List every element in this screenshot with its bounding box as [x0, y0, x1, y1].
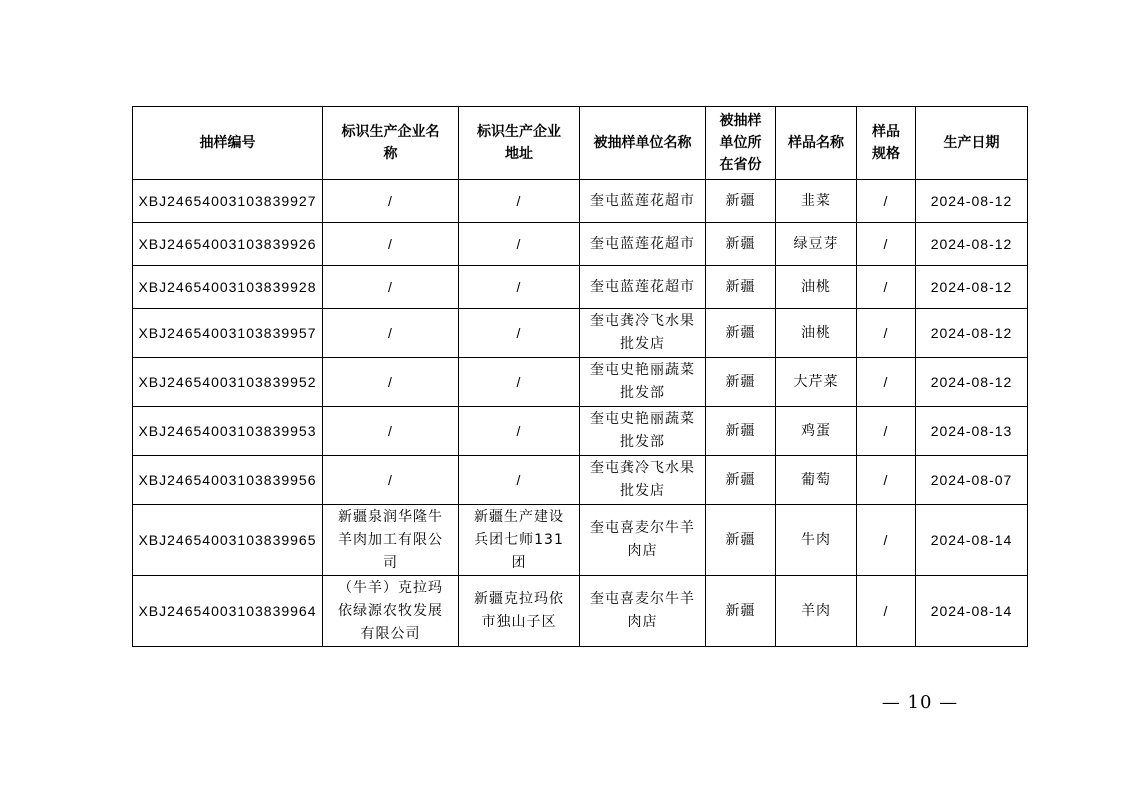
sample-id-cell: XBJ24654003103839956	[133, 456, 323, 505]
manufacturer-address-cell: /	[459, 456, 580, 505]
table-row	[133, 309, 1028, 358]
page-number: — 10 —	[881, 692, 959, 713]
table-row	[133, 407, 1028, 456]
production-date-cell: 2024-08-13	[916, 407, 1028, 456]
province-cell: 新疆	[706, 309, 776, 358]
production-date-cell: 2024-08-14	[916, 505, 1028, 576]
production-date-cell: 2024-08-12	[916, 180, 1028, 223]
sample-name-cell: 大芹菜	[776, 358, 857, 407]
sampled-unit-cell: 奎屯龚冷飞水果批发店	[580, 309, 706, 358]
table-row	[133, 358, 1028, 407]
manufacturer-name-cell: /	[323, 456, 459, 505]
province-cell: 新疆	[706, 266, 776, 309]
production-date-cell: 2024-08-14	[916, 576, 1028, 647]
sample-spec-cell: /	[857, 266, 916, 309]
manufacturer-address-cell: /	[459, 407, 580, 456]
sampled-unit-cell: 奎屯龚冷飞水果批发店	[580, 456, 706, 505]
manufacturer-address-cell: /	[459, 180, 580, 223]
manufacturer-address-cell: /	[459, 223, 580, 266]
table-row	[133, 180, 1028, 223]
header-manufacturer-address: 标识生产企业地址	[459, 107, 580, 180]
sample-name-cell: 油桃	[776, 309, 857, 358]
sampled-unit-cell: 奎屯蓝莲花超市	[580, 266, 706, 309]
production-date-cell: 2024-08-12	[916, 266, 1028, 309]
sample-spec-cell: /	[857, 180, 916, 223]
table-header-row	[133, 107, 1028, 180]
production-date-cell: 2024-08-07	[916, 456, 1028, 505]
manufacturer-name-cell: /	[323, 266, 459, 309]
production-date-cell: 2024-08-12	[916, 223, 1028, 266]
sample-id-cell: XBJ24654003103839928	[133, 266, 323, 309]
sample-spec-cell: /	[857, 309, 916, 358]
manufacturer-name-cell: /	[323, 223, 459, 266]
manufacturer-address-cell: /	[459, 309, 580, 358]
sample-spec-cell: /	[857, 223, 916, 266]
sample-id-cell: XBJ24654003103839952	[133, 358, 323, 407]
header-sample-name: 样品名称	[776, 107, 857, 180]
sample-name-cell: 牛肉	[776, 505, 857, 576]
sample-name-cell: 鸡蛋	[776, 407, 857, 456]
province-cell: 新疆	[706, 358, 776, 407]
header-sampled-unit: 被抽样单位名称	[580, 107, 706, 180]
table-row	[133, 266, 1028, 309]
manufacturer-name-cell: /	[323, 309, 459, 358]
sample-name-cell: 韭菜	[776, 180, 857, 223]
manufacturer-name-cell: /	[323, 180, 459, 223]
province-cell: 新疆	[706, 180, 776, 223]
table-row	[133, 505, 1028, 576]
header-manufacturer-name: 标识生产企业名称	[323, 107, 459, 180]
header-province: 被抽样单位所在省份	[706, 107, 776, 180]
sample-name-cell: 葡萄	[776, 456, 857, 505]
manufacturer-name-cell: /	[323, 407, 459, 456]
sample-spec-cell: /	[857, 358, 916, 407]
manufacturer-address-cell: 新疆生产建设兵团七师131团	[459, 505, 580, 576]
table-row	[133, 456, 1028, 505]
header-sample-spec: 样品规格	[857, 107, 916, 180]
sample-name-cell: 油桃	[776, 266, 857, 309]
sampled-unit-cell: 奎屯喜麦尔牛羊肉店	[580, 505, 706, 576]
production-date-cell: 2024-08-12	[916, 309, 1028, 358]
sample-spec-cell: /	[857, 456, 916, 505]
province-cell: 新疆	[706, 456, 776, 505]
manufacturer-name-cell: （牛羊）克拉玛依绿源农牧发展有限公司	[323, 576, 459, 647]
sampled-unit-cell: 奎屯史艳丽蔬菜批发部	[580, 407, 706, 456]
manufacturer-address-cell: /	[459, 358, 580, 407]
table-row	[133, 223, 1028, 266]
province-cell: 新疆	[706, 505, 776, 576]
manufacturer-address-cell: 新疆克拉玛依市独山子区	[459, 576, 580, 647]
sampling-table	[132, 106, 1028, 647]
header-sample-id: 抽样编号	[133, 107, 323, 180]
header-production-date: 生产日期	[916, 107, 1028, 180]
sampled-unit-cell: 奎屯蓝莲花超市	[580, 223, 706, 266]
sample-id-cell: XBJ24654003103839953	[133, 407, 323, 456]
manufacturer-name-cell: /	[323, 358, 459, 407]
sample-id-cell: XBJ24654003103839957	[133, 309, 323, 358]
sample-spec-cell: /	[857, 407, 916, 456]
sample-id-cell: XBJ24654003103839965	[133, 505, 323, 576]
province-cell: 新疆	[706, 576, 776, 647]
sample-name-cell: 绿豆芽	[776, 223, 857, 266]
sample-spec-cell: /	[857, 505, 916, 576]
sampled-unit-cell: 奎屯史艳丽蔬菜批发部	[580, 358, 706, 407]
sample-id-cell: XBJ24654003103839964	[133, 576, 323, 647]
table-row	[133, 576, 1028, 647]
sample-id-cell: XBJ24654003103839926	[133, 223, 323, 266]
province-cell: 新疆	[706, 223, 776, 266]
production-date-cell: 2024-08-12	[916, 358, 1028, 407]
sampled-unit-cell: 奎屯喜麦尔牛羊肉店	[580, 576, 706, 647]
sample-name-cell: 羊肉	[776, 576, 857, 647]
sample-spec-cell: /	[857, 576, 916, 647]
manufacturer-name-cell: 新疆泉润华隆牛羊肉加工有限公司	[323, 505, 459, 576]
sampled-unit-cell: 奎屯蓝莲花超市	[580, 180, 706, 223]
manufacturer-address-cell: /	[459, 266, 580, 309]
province-cell: 新疆	[706, 407, 776, 456]
sample-id-cell: XBJ24654003103839927	[133, 180, 323, 223]
